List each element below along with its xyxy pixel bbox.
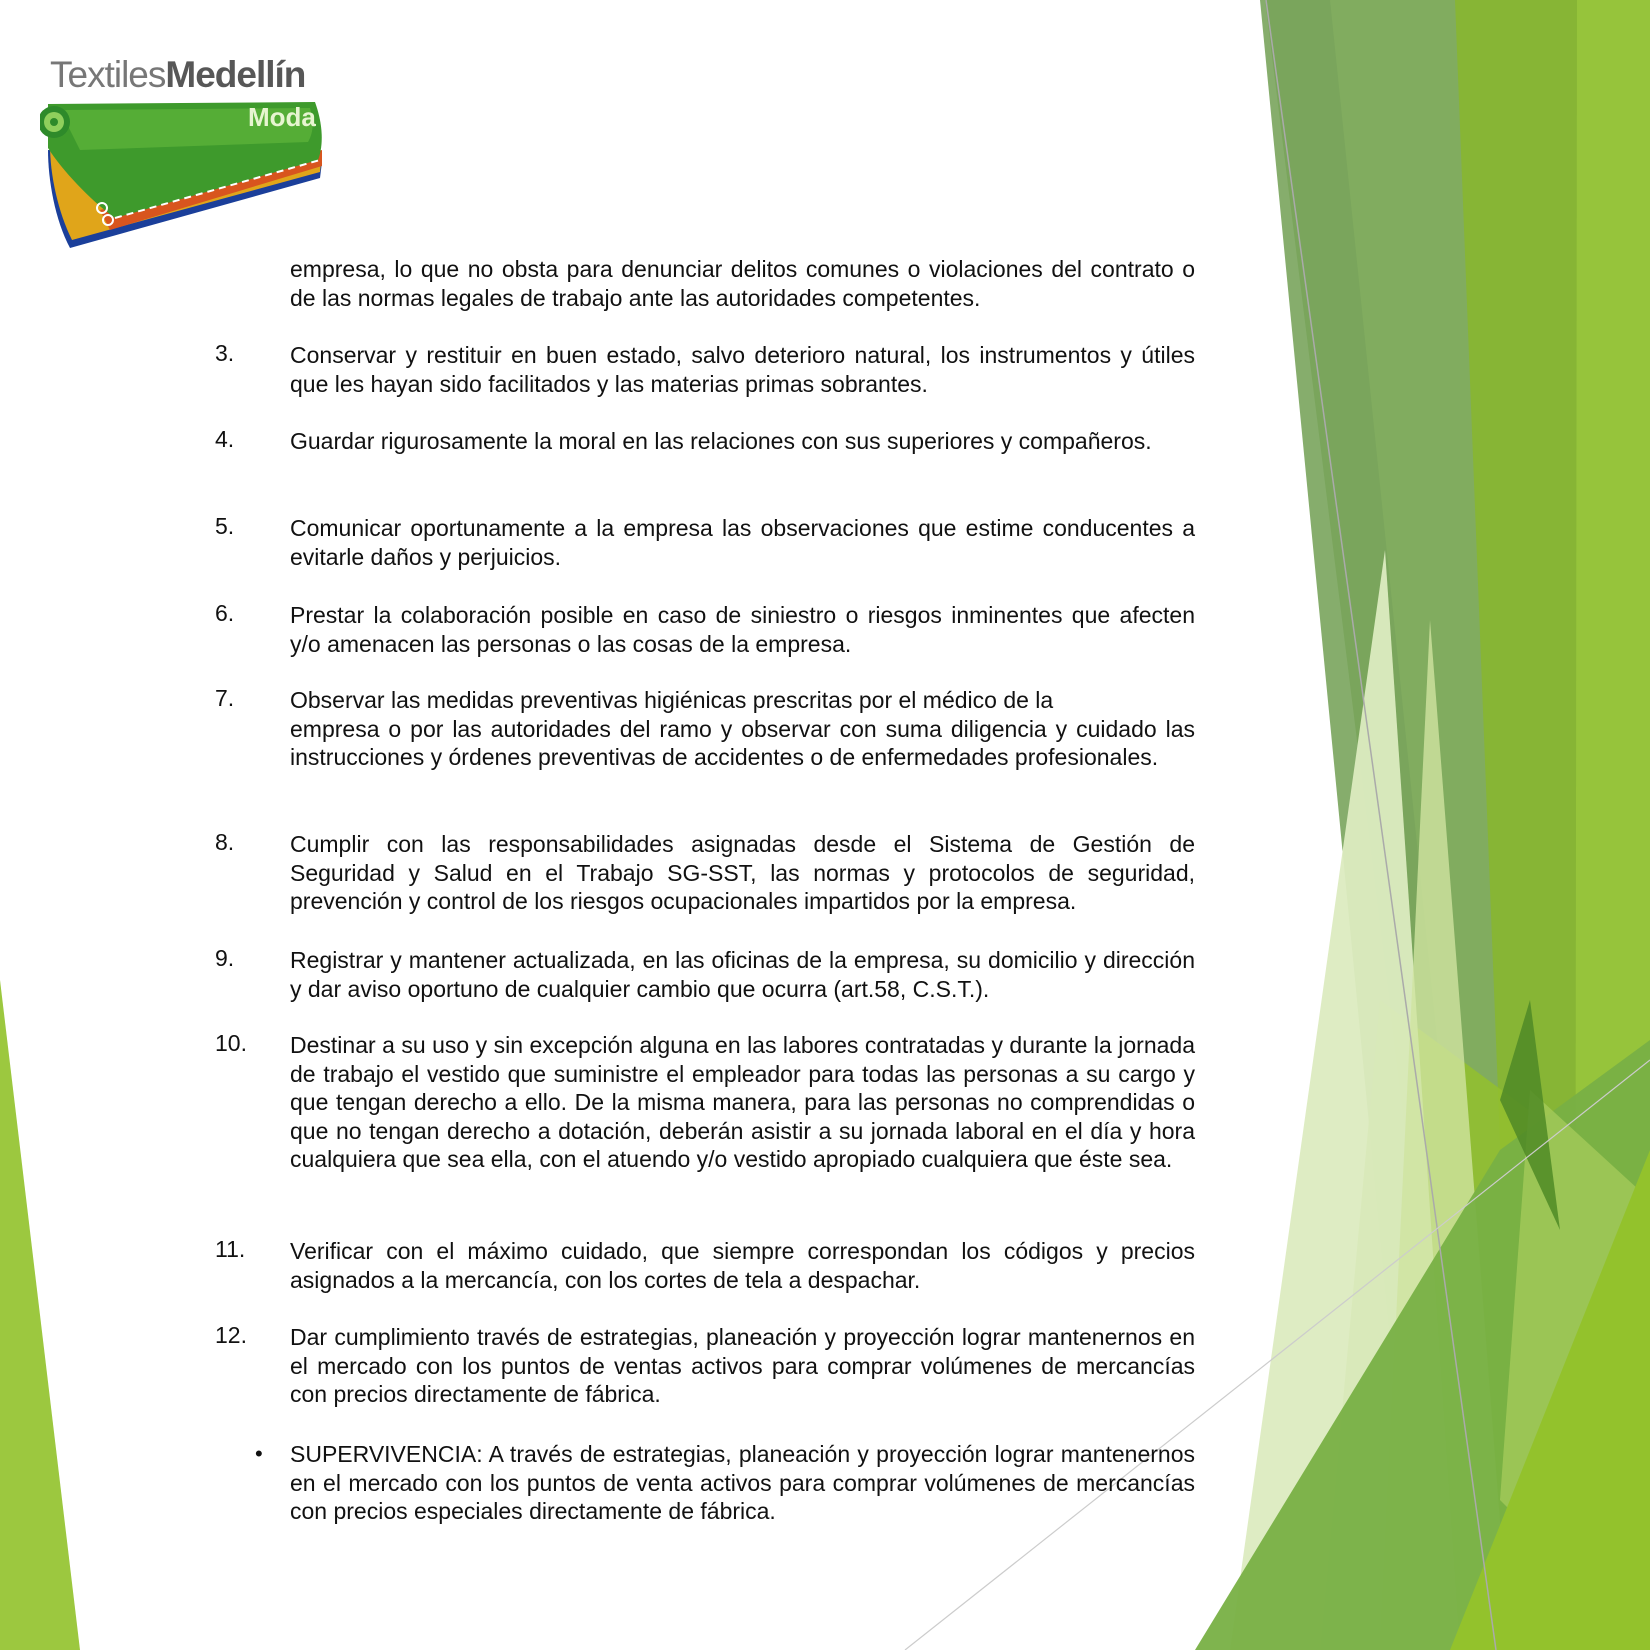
list-item: 9. Registrar y mantener actualizada, en las oficinas de la empresa, su domicilio y dirección y dar aviso oportuno de cualquier cambio que ocurra (art.58, C.S.T.).: [215, 945, 1195, 1002]
list-item: 7. Observar las medidas preventivas higiénicas prescritas por el médico de la empresa o por las autoridades del ramo y observar con suma diligencia y cuidado las instrucciones y órdenes preventivas de accidentes o de enfermedades profesionales.: [215, 685, 1195, 770]
list-item-continuation: empresa, lo que no obsta para denunciar delitos comunes o violaciones del contrato o de las normas legales de trabajo ante las autoridades competentes.: [290, 256, 1195, 311]
list-item: 11. Verificar con el máximo cuidado, que siempre correspondan los códigos y precios asignados a la mercancía, con los cortes de tela a despachar.: [215, 1236, 1195, 1293]
bullet-item: • SUPERVIVENCIA: A través de estrategias, planeación y proyección lograr mantenernos en el mercado con los puntos de venta activos para comprar volúmenes de mercancías con precios especiales directamente de fábrica.: [255, 1441, 1195, 1524]
list-item: 6. Prestar la colaboración posible en caso de siniestro o riesgos inminentes que afecten y/o amenacen las personas o las cosas de la empresa.: [215, 600, 1195, 657]
list-item: 12. Dar cumplimiento través de estrategias, planeación y proyección lograr mantenernos en el mercado con los puntos de ventas activos para comprar volúmenes de mercancías con precios directamente de fábrica.: [215, 1322, 1195, 1407]
logo-wordmark: TextilesMedellín: [50, 54, 306, 95]
logo-subtitle: Moda: [248, 102, 316, 132]
list-item: 10. Destinar a su uso y sin excepción alguna en las labores contratadas y durante la jornada de trabajo el vestido que suministre el empleador para todas las personas a su cargo y que tengan derecho a ello. De la misma manera, para las personas no comprendidas o que no tengan derecho a dotación, deberán asistir a su jornada laboral en el día y hora cualquiera que sea ella, con el atuendo y/o vestido apropiado cualquiera que éste sea.: [215, 1030, 1195, 1172]
bullet-icon: •: [255, 1441, 263, 1466]
list-item: 8. Cumplir con las responsabilidades asignadas desde el Sistema de Gestión de Seguridad y Salud en el Trabajo SG-SST, las normas y protocolos de seguridad, prevención y control de los riesgos ocupacionales impartidos por la empresa.: [215, 829, 1195, 914]
list-item: 4. Guardar rigurosamente la moral en las relaciones con sus superiores y compañeros.: [215, 426, 1152, 454]
list-item: 5. Comunicar oportunamente a la empresa las observaciones que estime conducentes a evitarle daños y perjuicios.: [215, 513, 1195, 570]
list-item: 3. Conservar y restituir en buen estado, salvo deterioro natural, los instrumentos y útiles que les hayan sido facilitados y las materias primas sobrantes.: [215, 340, 1195, 397]
